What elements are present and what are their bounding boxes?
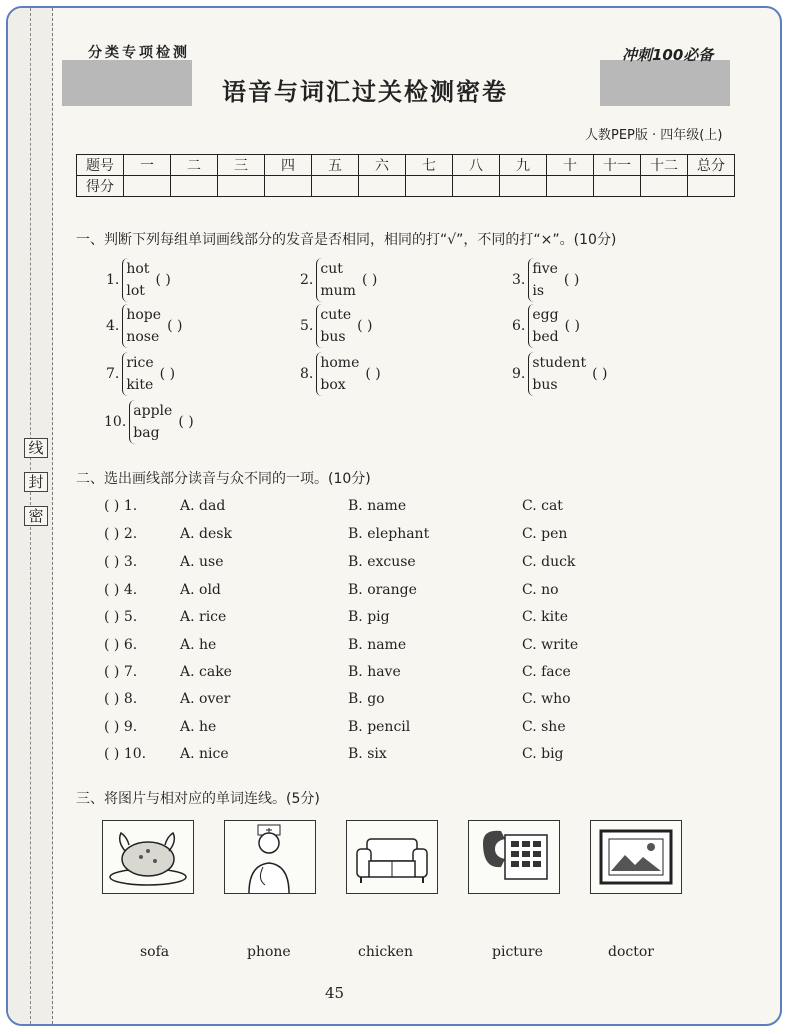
- binding-char: 线: [24, 438, 48, 458]
- word-pair: [528, 304, 558, 348]
- binding-margin: [8, 8, 53, 1024]
- sofa-picture[interactable]: [346, 820, 438, 894]
- word: mum: [320, 283, 356, 299]
- s2-row: [104, 691, 704, 711]
- word-pair: [316, 304, 351, 348]
- answer-blank[interactable]: ( ): [155, 272, 171, 288]
- word: bed: [532, 329, 559, 345]
- option-b: B. name: [348, 498, 407, 514]
- s1-item: [512, 352, 607, 396]
- s1-item: [300, 304, 373, 348]
- option-b: B. go: [348, 691, 385, 707]
- option-c: C. no: [522, 582, 559, 598]
- word: cut: [320, 261, 343, 277]
- score-blank[interactable]: [641, 176, 688, 197]
- option-a: A. use: [180, 554, 224, 570]
- s2-row: [104, 498, 704, 518]
- score-blank[interactable]: [406, 176, 453, 197]
- word-pair: [122, 258, 149, 302]
- score-table-header-row: [77, 155, 735, 176]
- item-number: 8.: [300, 366, 314, 382]
- word-pair: [528, 258, 558, 302]
- option-c: C. pen: [522, 526, 568, 542]
- page-title: 语音与词汇过关检测密卷: [222, 78, 508, 106]
- doctor-picture[interactable]: [224, 820, 316, 894]
- word-pair: [316, 352, 359, 396]
- word: egg: [532, 307, 559, 323]
- s2-row: [104, 554, 704, 574]
- word: nose: [126, 329, 160, 345]
- answer-blank[interactable]: ( ) 1.: [104, 498, 138, 514]
- slogan: 冲刺100必备: [622, 46, 714, 64]
- s2-row: [104, 746, 704, 766]
- s2-row: [104, 664, 704, 684]
- option-a: A. cake: [180, 664, 232, 680]
- option-a: A. old: [180, 582, 221, 598]
- option-b: B. name: [348, 637, 407, 653]
- s1-item: [106, 352, 175, 396]
- score-table-score-row: [77, 176, 735, 197]
- answer-blank[interactable]: ( ): [592, 366, 608, 382]
- item-number: 7.: [106, 366, 120, 382]
- option-c: C. duck: [522, 554, 576, 570]
- score-cell: 题号: [77, 155, 124, 176]
- answer-blank[interactable]: ( ) 8.: [104, 691, 138, 707]
- word-pair: [122, 352, 153, 396]
- answer-blank[interactable]: ( ) 10.: [104, 746, 147, 762]
- word: lot: [126, 283, 145, 299]
- word: hot: [126, 261, 150, 277]
- s2-row: [104, 637, 704, 657]
- s1-item: [512, 304, 580, 348]
- s1-item: [300, 352, 381, 396]
- option-b: B. pencil: [348, 719, 411, 735]
- s2-row: [104, 526, 704, 546]
- word: hope: [126, 307, 162, 323]
- score-cell: 总分: [688, 155, 735, 176]
- s2-row: [104, 609, 704, 629]
- answer-blank[interactable]: ( ): [365, 366, 381, 382]
- page-number: 45: [325, 984, 345, 1002]
- item-number: 6.: [512, 318, 526, 334]
- option-a: A. over: [180, 691, 231, 707]
- score-cell: 二: [171, 155, 218, 176]
- match-word[interactable]: phone: [247, 944, 291, 960]
- item-number: 1.: [106, 272, 120, 288]
- score-blank[interactable]: [265, 176, 312, 197]
- answer-blank[interactable]: ( ) 4.: [104, 582, 138, 598]
- option-a: A. desk: [180, 526, 232, 542]
- word: bus: [532, 377, 558, 393]
- score-cell: 三: [218, 155, 265, 176]
- score-blank[interactable]: [594, 176, 641, 197]
- word-pair: [129, 400, 172, 444]
- answer-blank[interactable]: ( ): [563, 272, 580, 288]
- item-number: 9.: [512, 366, 526, 382]
- word: cute: [320, 307, 352, 323]
- answer-blank[interactable]: ( ) 5.: [104, 609, 138, 625]
- s1-item: [300, 258, 377, 302]
- answer-blank[interactable]: ( ) 7.: [104, 664, 138, 680]
- chicken-picture[interactable]: [102, 820, 194, 894]
- header-band-left: [62, 60, 192, 106]
- option-a: A. he: [180, 637, 217, 653]
- option-a: A. dad: [180, 498, 226, 514]
- item-number: 5.: [300, 318, 314, 334]
- word: bus: [320, 329, 346, 345]
- option-c: C. who: [522, 691, 571, 707]
- score-blank[interactable]: [547, 176, 594, 197]
- binding-char: 密: [24, 506, 48, 526]
- s2-row: [104, 582, 704, 602]
- section1-title: 一、判断下列每组单词画线部分的发音是否相同，相同的打“√”，不同的打“×”。(10分): [76, 232, 617, 248]
- section2-title: 二、选出画线部分读音与众不同的一项。(10分): [76, 471, 371, 487]
- answer-blank[interactable]: ( ) 9.: [104, 719, 138, 735]
- binding-char: 封: [24, 472, 48, 492]
- answer-blank[interactable]: ( ): [178, 414, 194, 430]
- header-band-right: [600, 60, 730, 106]
- match-word[interactable]: chicken: [358, 944, 413, 960]
- option-c: C. cat: [522, 498, 563, 514]
- series-label: 分类专项检测: [88, 45, 190, 61]
- section3-title: 三、将图片与相对应的单词连线。(5分): [76, 791, 320, 807]
- word-pair: [528, 352, 586, 396]
- item-number: 2.: [300, 272, 314, 288]
- score-blank[interactable]: [218, 176, 265, 197]
- score-cell: 六: [359, 155, 406, 176]
- word-pair: [316, 258, 356, 302]
- score-blank[interactable]: [359, 176, 406, 197]
- score-label: 得分: [77, 176, 124, 197]
- word: box: [320, 377, 346, 393]
- item-number: 3.: [512, 272, 526, 288]
- match-word[interactable]: doctor: [608, 944, 654, 960]
- word: is: [532, 283, 545, 299]
- s1-item: [106, 304, 182, 348]
- score-cell: 七: [406, 155, 453, 176]
- score-cell: 一: [124, 155, 171, 176]
- score-cell: 十一: [594, 155, 641, 176]
- score-blank[interactable]: [688, 176, 735, 197]
- score-table: [76, 154, 735, 197]
- answer-blank[interactable]: ( ): [159, 366, 176, 382]
- option-b: B. pig: [348, 609, 390, 625]
- word: bag: [133, 425, 160, 441]
- phone-picture[interactable]: [468, 820, 560, 894]
- s2-row: [104, 719, 704, 739]
- option-a: A. he: [180, 719, 217, 735]
- word: rice: [126, 355, 154, 371]
- answer-blank[interactable]: ( ): [167, 318, 183, 334]
- score-cell: 十二: [641, 155, 688, 176]
- s1-item: [106, 258, 171, 302]
- match-word[interactable]: sofa: [140, 944, 170, 960]
- option-a: A. nice: [180, 746, 229, 762]
- answer-blank[interactable]: ( ) 3.: [104, 554, 138, 570]
- word: five: [532, 261, 558, 277]
- item-number: 4.: [106, 318, 120, 334]
- answer-blank[interactable]: ( ): [564, 318, 580, 334]
- option-c: C. big: [522, 746, 564, 762]
- option-c: C. she: [522, 719, 566, 735]
- answer-blank[interactable]: ( ): [361, 272, 378, 288]
- edition-label: 人教PEP版 · 四年级(上): [585, 128, 723, 143]
- answer-blank[interactable]: ( ) 2.: [104, 526, 138, 542]
- word-pair: [122, 304, 161, 348]
- s1-item: [512, 258, 579, 302]
- picture-frame-picture[interactable]: [590, 820, 682, 894]
- score-blank[interactable]: [124, 176, 171, 197]
- option-c: C. face: [522, 664, 571, 680]
- option-b: B. excuse: [348, 554, 416, 570]
- answer-blank[interactable]: ( ) 6.: [104, 637, 138, 653]
- score-blank[interactable]: [171, 176, 218, 197]
- word: home: [320, 355, 360, 371]
- score-blank[interactable]: [312, 176, 359, 197]
- option-c: C. kite: [522, 609, 568, 625]
- option-a: A. rice: [180, 609, 227, 625]
- option-b: B. elephant: [348, 526, 430, 542]
- word: kite: [126, 377, 154, 393]
- option-b: B. orange: [348, 582, 417, 598]
- match-word[interactable]: picture: [492, 944, 543, 960]
- word: student: [532, 355, 587, 371]
- score-cell: 四: [265, 155, 312, 176]
- score-blank[interactable]: [500, 176, 547, 197]
- answer-blank[interactable]: ( ): [357, 318, 373, 334]
- s1-item: [104, 400, 194, 444]
- word: apple: [133, 403, 173, 419]
- score-cell: 九: [500, 155, 547, 176]
- option-b: B. have: [348, 664, 401, 680]
- score-cell: 五: [312, 155, 359, 176]
- item-number: 10.: [104, 414, 127, 430]
- option-c: C. write: [522, 637, 579, 653]
- score-cell: 八: [453, 155, 500, 176]
- score-blank[interactable]: [453, 176, 500, 197]
- option-b: B. six: [348, 746, 387, 762]
- score-cell: 十: [547, 155, 594, 176]
